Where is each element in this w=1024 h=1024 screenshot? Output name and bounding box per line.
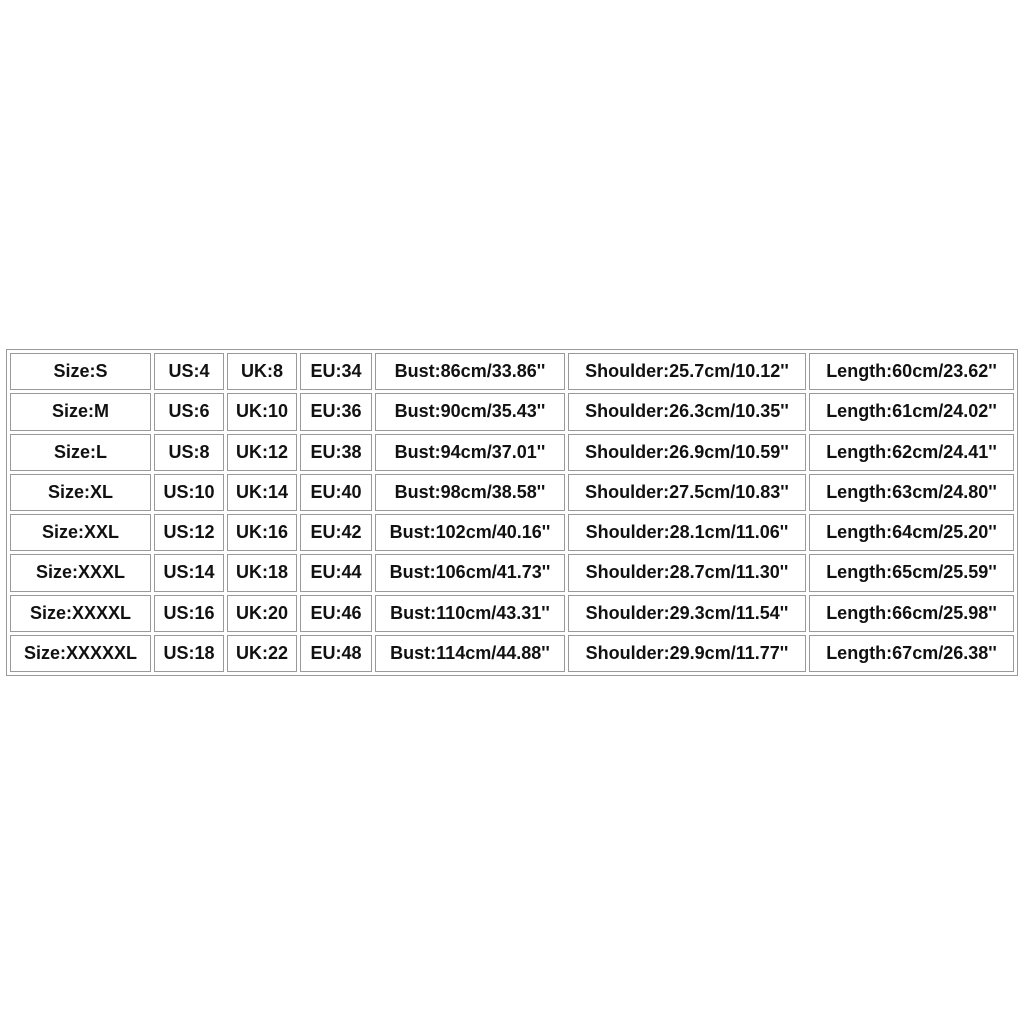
size-cell: Size:XXXXXL	[10, 635, 151, 672]
us-size-cell: US:18	[154, 635, 224, 672]
bust-cell: Bust:110cm/43.31''	[375, 595, 565, 632]
shoulder-cell: Shoulder:26.3cm/10.35''	[568, 393, 806, 430]
size-cell: Size:L	[10, 434, 151, 471]
uk-size-cell: UK:10	[227, 393, 297, 430]
eu-size-cell: EU:40	[300, 474, 372, 511]
uk-size-cell: UK:20	[227, 595, 297, 632]
bust-cell: Bust:102cm/40.16''	[375, 514, 565, 551]
bust-cell: Bust:86cm/33.86''	[375, 353, 565, 390]
us-size-cell: US:16	[154, 595, 224, 632]
length-cell: Length:67cm/26.38''	[809, 635, 1014, 672]
length-cell: Length:64cm/25.20''	[809, 514, 1014, 551]
table-row	[10, 434, 1014, 471]
shoulder-cell: Shoulder:27.5cm/10.83''	[568, 474, 806, 511]
bust-cell: Bust:98cm/38.58''	[375, 474, 565, 511]
bust-cell: Bust:90cm/35.43''	[375, 393, 565, 430]
eu-size-cell: EU:42	[300, 514, 372, 551]
uk-size-cell: UK:12	[227, 434, 297, 471]
uk-size-cell: UK:8	[227, 353, 297, 390]
shoulder-cell: Shoulder:28.1cm/11.06''	[568, 514, 806, 551]
size-cell: Size:XXL	[10, 514, 151, 551]
eu-size-cell: EU:36	[300, 393, 372, 430]
size-chart-table	[6, 349, 1018, 676]
shoulder-cell: Shoulder:28.7cm/11.30''	[568, 554, 806, 591]
size-cell: Size:XXXXL	[10, 595, 151, 632]
size-cell: Size:S	[10, 353, 151, 390]
size-cell: Size:M	[10, 393, 151, 430]
shoulder-cell: Shoulder:26.9cm/10.59''	[568, 434, 806, 471]
bust-cell: Bust:106cm/41.73''	[375, 554, 565, 591]
size-cell: Size:XL	[10, 474, 151, 511]
us-size-cell: US:12	[154, 514, 224, 551]
eu-size-cell: EU:44	[300, 554, 372, 591]
us-size-cell: US:8	[154, 434, 224, 471]
size-chart-body	[10, 353, 1014, 672]
bust-cell: Bust:114cm/44.88''	[375, 635, 565, 672]
shoulder-cell: Shoulder:29.3cm/11.54''	[568, 595, 806, 632]
length-cell: Length:62cm/24.41''	[809, 434, 1014, 471]
table-row	[10, 474, 1014, 511]
table-row	[10, 393, 1014, 430]
length-cell: Length:61cm/24.02''	[809, 393, 1014, 430]
us-size-cell: US:10	[154, 474, 224, 511]
shoulder-cell: Shoulder:25.7cm/10.12''	[568, 353, 806, 390]
us-size-cell: US:4	[154, 353, 224, 390]
table-row	[10, 554, 1014, 591]
eu-size-cell: EU:34	[300, 353, 372, 390]
shoulder-cell: Shoulder:29.9cm/11.77''	[568, 635, 806, 672]
table-row	[10, 353, 1014, 390]
eu-size-cell: EU:38	[300, 434, 372, 471]
uk-size-cell: UK:18	[227, 554, 297, 591]
table-row	[10, 595, 1014, 632]
length-cell: Length:66cm/25.98''	[809, 595, 1014, 632]
table-row	[10, 514, 1014, 551]
uk-size-cell: UK:16	[227, 514, 297, 551]
us-size-cell: US:6	[154, 393, 224, 430]
size-cell: Size:XXXL	[10, 554, 151, 591]
eu-size-cell: EU:46	[300, 595, 372, 632]
us-size-cell: US:14	[154, 554, 224, 591]
uk-size-cell: UK:22	[227, 635, 297, 672]
uk-size-cell: UK:14	[227, 474, 297, 511]
length-cell: Length:65cm/25.59''	[809, 554, 1014, 591]
length-cell: Length:60cm/23.62''	[809, 353, 1014, 390]
table-row	[10, 635, 1014, 672]
bust-cell: Bust:94cm/37.01''	[375, 434, 565, 471]
length-cell: Length:63cm/24.80''	[809, 474, 1014, 511]
eu-size-cell: EU:48	[300, 635, 372, 672]
